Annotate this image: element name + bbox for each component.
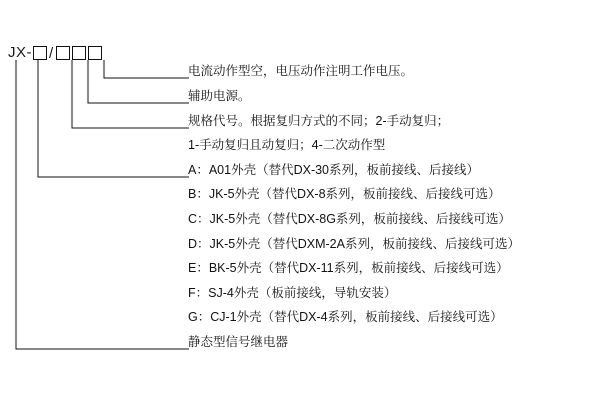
- annotation-1: 电流动作型空，电压动作注明工作电压。: [188, 64, 414, 78]
- annotation-7: C：JK-5外壳（替代DX-8G系列，板前接线、后接线可选）: [188, 212, 511, 226]
- annotation-10: F：SJ-4外壳（板前接线，导轨安装）: [188, 286, 397, 300]
- annotation-2: 辅助电源。: [188, 89, 251, 103]
- annotation-6: B：JK-5外壳（替代DX-8系列，板前接线、后接线可选）: [188, 187, 501, 201]
- code-separator: /: [49, 44, 54, 62]
- code-box-2[interactable]: [56, 46, 70, 60]
- annotation-9: E：BK-5外壳（替代DX-11系列，板前接线、后接线可选）: [188, 261, 509, 275]
- annotation-4: 1-手动复归且动复归；4-二次动作型: [188, 138, 386, 152]
- code-box-4[interactable]: [88, 46, 102, 60]
- annotation-8: D：JK-5外壳（替代DXM-2A系列，板前接线、后接线可选）: [188, 237, 520, 251]
- code-box-1[interactable]: [33, 46, 47, 60]
- model-code: [8, 44, 103, 62]
- code-prefix: JX-: [8, 44, 32, 61]
- annotation-5: A：A01外壳（替代DX-30系列，板前接线、后接线）: [188, 163, 480, 177]
- annotation-11: G：CJ-1外壳（替代DX-4系列，板前接线、后接线可选）: [188, 310, 503, 324]
- annotation-12: 静态型信号继电器: [188, 335, 289, 349]
- code-box-3[interactable]: [72, 46, 86, 60]
- annotation-3: 规格代号。根据复归方式的不同；2-手动复归；: [188, 114, 450, 128]
